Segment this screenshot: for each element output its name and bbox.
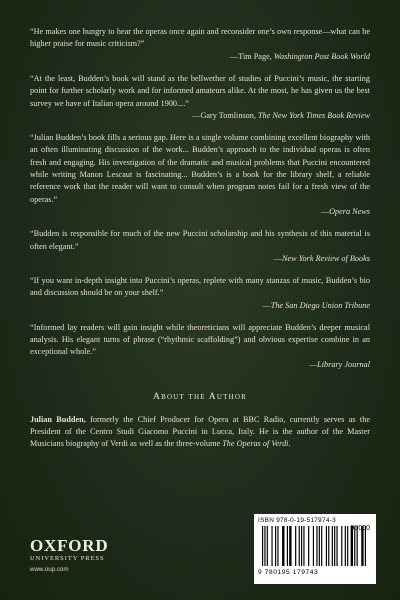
review-attribution-prefix: — <box>273 254 283 263</box>
barcode-bar <box>262 526 263 566</box>
author-bio-text: formerly the Chief Producer for Opera at BBC Radio, currently serves as the President of the Centro Studi Giacomo Puccini in Lucca, Italy. He is the author of the Master Musicians biography of Verdi as well as the three-volume <box>30 414 370 449</box>
review-attribution <box>30 110 370 122</box>
review-quote <box>30 132 370 219</box>
author-bio-book-title: The Operas of Verdi <box>222 439 289 449</box>
review-attribution-prefix: — <box>262 300 271 310</box>
barcode-bar <box>328 526 329 566</box>
barcode-bar <box>321 526 322 566</box>
review-attribution <box>30 206 370 218</box>
oxford-logo <box>30 537 122 573</box>
author-bio-end: . <box>288 439 291 449</box>
barcode-bar <box>264 526 265 566</box>
review-quote <box>30 26 370 63</box>
author-name: Julian Budden, <box>30 414 86 424</box>
review-attribution-prefix: —Gary Tomlinson, <box>192 110 259 120</box>
barcode-bar <box>282 526 284 566</box>
barcode-bar <box>319 526 320 566</box>
barcode-bar <box>295 526 296 566</box>
barcode-bar <box>347 526 348 566</box>
barcode-bar <box>275 526 276 566</box>
review-content <box>30 26 370 451</box>
review-attribution <box>30 253 370 265</box>
ean-number: 9 780195 179743 <box>258 569 319 576</box>
barcode-bar <box>365 526 366 566</box>
review-text: “Julian Budden’s book fills a serious gap. Here is a single volume combining excellent biography with an often illuminating discussion of the work... Budden’s approach to the individual operas is often fresh and engaging. His investigation of the dramatic and musical problems that Puccini encountered while writing Manon Lescaut is fascinating... Budden’s is a book for the library shelf, a reliable reference work that the reader will want to consult when program notes fail for a fresh view of the operas.” <box>30 132 370 204</box>
barcode-bar <box>289 526 291 566</box>
review-quote <box>30 228 370 265</box>
barcode-bar <box>334 526 335 566</box>
publisher-name: OXFORD <box>30 536 109 555</box>
review-source: New York Review of Books <box>282 254 370 263</box>
review-text: “If you want in-depth insight into Puccini’s operas, replete with many stanzas of music, Budden’s bio and discussion should be on your shelf.” <box>30 275 370 298</box>
review-attribution-prefix: — <box>320 207 330 217</box>
isbn-text: ISBN 978-0-19-517974-3 <box>258 517 337 524</box>
barcode-bar <box>301 526 302 566</box>
barcode-bar <box>271 526 272 566</box>
barcode-label <box>254 514 376 584</box>
barcode-bar <box>326 526 327 566</box>
review-text: “Budden is responsible for much of the new Puccini scholarship and his synthesis of this material is often elegant.” <box>30 229 370 251</box>
review-quote <box>30 275 370 312</box>
review-text: “Informed lay readers will gain insight while theoreticians will appreciate Budden’s deeper musical analysis. His elegant turns of phrase (“rhythmic scaffolding”) and obvious expertise combine in an exceptional whole.” <box>30 322 370 357</box>
review-text: “At the least, Budden’s book will stand as the bellwether of studies of Puccini’s music, the starting point for further scholarly work and for informed amateurs alike. At the most, he has given us the best survey we have of Italian opera around 1900....” <box>30 73 370 108</box>
about-author-heading: About the Author <box>153 392 247 403</box>
barcode-bar <box>313 526 314 566</box>
barcode-bar <box>357 526 358 566</box>
review-source: The San Diego Union Tribune <box>270 300 370 310</box>
barcode-bar <box>362 526 363 566</box>
barcode-bar <box>316 526 317 566</box>
barcode-bar <box>345 526 346 566</box>
barcode-bar <box>277 526 278 566</box>
review-attribution <box>30 51 370 63</box>
publisher-press: UNIVERSITY PRESS <box>30 555 105 562</box>
review-source: Washington Post Book World <box>273 51 370 61</box>
review-attribution-prefix: — <box>308 359 318 369</box>
price-code: 90000 <box>350 525 370 532</box>
barcode-bar <box>351 526 353 566</box>
review-source: Library Journal <box>317 359 370 369</box>
review-attribution-prefix: —Tim Page, <box>230 51 274 61</box>
review-source: Opera News <box>329 207 370 217</box>
barcode-bar <box>287 526 288 566</box>
barcode-bar <box>303 526 304 566</box>
review-text: “He makes one hungry to hear the operas once again and reconsider one’s own response—what can be higher praise for music criticism?” <box>30 27 370 49</box>
reviews-list <box>30 26 370 371</box>
barcode-bar <box>354 526 355 566</box>
review-attribution <box>30 359 370 371</box>
review-source: The New York Times Book Review <box>258 110 370 120</box>
barcode-bar <box>336 526 337 566</box>
barcode-bar <box>332 526 333 566</box>
review-quote <box>30 73 370 123</box>
barcode-bar <box>361 526 362 566</box>
barcode-bar <box>267 526 268 566</box>
review-quote <box>30 322 370 372</box>
barcode-bar <box>308 526 309 566</box>
barcode-bar <box>299 526 300 566</box>
publisher-url: www.oup.com <box>30 566 69 573</box>
barcode-bar <box>341 526 342 566</box>
review-attribution <box>30 300 370 312</box>
author-bio <box>30 414 370 451</box>
